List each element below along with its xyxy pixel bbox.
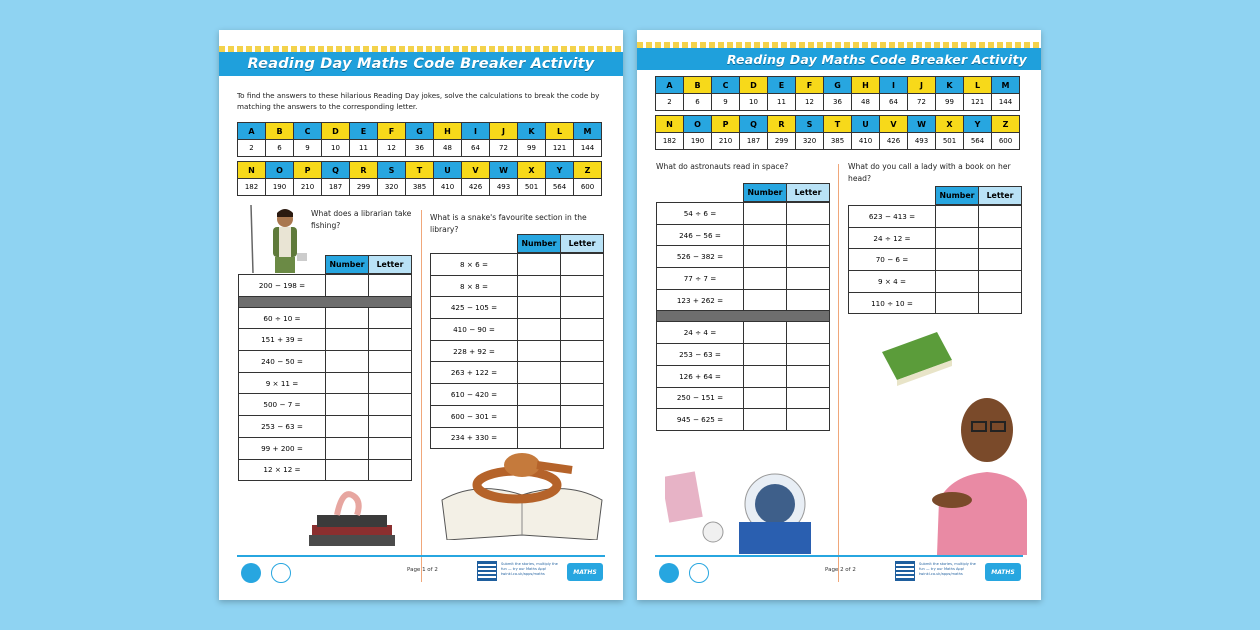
code-letter-cell: X: [518, 162, 546, 179]
code-letter-cell: T: [406, 162, 434, 179]
letter-answer-cell[interactable]: [369, 307, 412, 329]
letter-answer-cell[interactable]: [787, 203, 830, 225]
bookworm-illustration: [307, 485, 407, 555]
code-number-cell: 9: [712, 94, 740, 111]
code-letter-cell: N: [238, 162, 266, 179]
answer-row: [849, 292, 1022, 314]
code-letter-cell: U: [434, 162, 462, 179]
calculation-cell: 253 − 63 =: [657, 344, 744, 366]
code-number-cell: 99: [518, 140, 546, 157]
calculation-cell: 123 + 262 =: [657, 289, 744, 311]
letter-answer-cell[interactable]: [561, 384, 604, 406]
code-letter-cell: R: [768, 116, 796, 133]
letter-answer-cell[interactable]: [369, 351, 412, 373]
answer-row: [239, 416, 412, 438]
calculation-cell: 54 ÷ 6 =: [657, 203, 744, 225]
code-number-cell: 64: [880, 94, 908, 111]
code-table-row1: [237, 122, 602, 157]
letter-header: Letter: [369, 256, 412, 274]
answer-row: [657, 311, 830, 322]
calculation-cell: 500 − 7 =: [239, 394, 326, 416]
number-answer-cell[interactable]: [518, 384, 561, 406]
code-number-cell: 493: [490, 179, 518, 196]
code-letter-cell: Y: [964, 116, 992, 133]
code-letter-cell: Y: [546, 162, 574, 179]
code-number-cell: 10: [740, 94, 768, 111]
number-header: Number: [936, 187, 979, 205]
code-letter-cell: H: [434, 123, 462, 140]
letter-header: Letter: [787, 184, 830, 202]
code-letter-cell: M: [574, 123, 602, 140]
number-answer-cell[interactable]: [518, 340, 561, 362]
maths-app-logo: MATHS: [985, 563, 1021, 581]
number-answer-cell[interactable]: [326, 394, 369, 416]
calculation-cell: 70 − 6 =: [849, 249, 936, 271]
number-answer-cell[interactable]: [744, 224, 787, 246]
letter-answer-cell[interactable]: [787, 268, 830, 290]
qr-code-icon: [895, 561, 915, 581]
number-answer-cell[interactable]: [936, 206, 979, 228]
code-letter-cell: L: [964, 77, 992, 94]
quality-badge-icon: [271, 563, 291, 583]
letter-answer-cell[interactable]: [561, 275, 604, 297]
code-number-cell: 299: [350, 179, 378, 196]
joke2-answer-table: [430, 253, 604, 449]
number-answer-cell[interactable]: [326, 459, 369, 481]
code-number-cell: 6: [266, 140, 294, 157]
letter-answer-cell[interactable]: [787, 246, 830, 268]
code-number-cell: 64: [462, 140, 490, 157]
code-number-cell: 410: [434, 179, 462, 196]
calculation-cell: 240 − 50 =: [239, 351, 326, 373]
code-number-cell: 320: [378, 179, 406, 196]
code-letter-cell: K: [936, 77, 964, 94]
letter-answer-cell[interactable]: [561, 362, 604, 384]
astronaut-illustration: [665, 462, 825, 554]
code-number-cell: 190: [684, 133, 712, 150]
number-answer-cell[interactable]: [744, 246, 787, 268]
code-number-cell: 144: [992, 94, 1020, 111]
column-divider: [838, 164, 839, 582]
letter-answer-cell[interactable]: [979, 249, 1022, 271]
snake-on-book-illustration: [437, 440, 607, 540]
code-table-row2: [655, 115, 1020, 150]
number-answer-cell[interactable]: [936, 249, 979, 271]
code-number-cell: 99: [936, 94, 964, 111]
letter-answer-cell[interactable]: [979, 271, 1022, 293]
answer-row: [657, 322, 830, 344]
number-answer-cell[interactable]: [744, 409, 787, 431]
answer-row: [239, 307, 412, 329]
answer-row: [657, 409, 830, 431]
code-letter-cell: Q: [740, 116, 768, 133]
librarian-fisherman-illustration: [245, 205, 317, 275]
calculation-cell: 8 × 6 =: [431, 254, 518, 276]
calculation-cell: 253 − 63 =: [239, 416, 326, 438]
calculation-cell: 945 − 625 =: [657, 409, 744, 431]
code-number-cell: 501: [518, 179, 546, 196]
code-number-cell: 299: [768, 133, 796, 150]
answer-row: [657, 387, 830, 409]
number-answer-cell[interactable]: [744, 289, 787, 311]
code-letter-cell: S: [796, 116, 824, 133]
code-letter-cell: R: [350, 162, 378, 179]
answer-row: [431, 362, 604, 384]
letter-answer-cell[interactable]: [561, 405, 604, 427]
answer-row: [239, 351, 412, 373]
number-header: Number: [518, 235, 561, 253]
number-answer-cell[interactable]: [744, 365, 787, 387]
code-letter-cell: Q: [322, 162, 350, 179]
worksheet-page-1: [219, 30, 623, 600]
number-header: Number: [326, 256, 369, 274]
code-number-cell: 187: [322, 179, 350, 196]
code-letter-cell: A: [656, 77, 684, 94]
twinkl-logo: [241, 563, 261, 583]
letter-answer-cell[interactable]: [561, 319, 604, 341]
code-letter-cell: C: [294, 123, 322, 140]
qr-code-icon: [477, 561, 497, 581]
letter-answer-cell[interactable]: [561, 297, 604, 319]
answer-row: [239, 275, 412, 297]
number-answer-cell[interactable]: [518, 254, 561, 276]
calculation-cell: 425 − 105 =: [431, 297, 518, 319]
joke4-header: [935, 186, 1022, 205]
calculation-cell: 234 + 330 =: [431, 427, 518, 449]
answer-row: [431, 405, 604, 427]
answer-row: [239, 372, 412, 394]
calculation-cell: 263 + 122 =: [431, 362, 518, 384]
code-number-cell: 187: [740, 133, 768, 150]
footer-promo: Submit the stories, multiply the fun — try our Maths App! twinkl.co.uk/apps/maths: [501, 562, 558, 576]
calculation-cell: 9 × 11 =: [239, 372, 326, 394]
code-table-row1: [655, 76, 1020, 111]
code-letter-cell: E: [768, 77, 796, 94]
letter-answer-cell[interactable]: [787, 289, 830, 311]
code-letter-cell: V: [880, 116, 908, 133]
number-answer-cell[interactable]: [744, 387, 787, 409]
code-number-cell: 501: [936, 133, 964, 150]
calculation-cell: 200 − 198 =: [239, 275, 326, 297]
letter-answer-cell[interactable]: [979, 206, 1022, 228]
calculation-cell: 60 ÷ 10 =: [239, 307, 326, 329]
answer-row: [239, 329, 412, 351]
number-header: Number: [744, 184, 787, 202]
page-footer: [655, 555, 1023, 590]
footer-promo: Submit the stories, multiply the fun — try our Maths App! twinkl.co.uk/apps/maths: [919, 562, 976, 576]
calculation-cell: 9 × 4 =: [849, 271, 936, 293]
calculation-cell: 77 ÷ 7 =: [657, 268, 744, 290]
code-letter-cell: B: [684, 77, 712, 94]
code-letter-cell: U: [852, 116, 880, 133]
code-letter-cell: C: [712, 77, 740, 94]
letter-answer-cell[interactable]: [369, 437, 412, 459]
code-number-cell: 426: [880, 133, 908, 150]
code-number-cell: 6: [684, 94, 712, 111]
number-answer-cell[interactable]: [518, 297, 561, 319]
calculation-cell: 24 ÷ 12 =: [849, 227, 936, 249]
number-answer-cell[interactable]: [936, 227, 979, 249]
page-title-small: Reading Day Maths Code Breaker Activity: [637, 48, 1041, 70]
code-letter-cell: I: [462, 123, 490, 140]
code-number-cell: 385: [824, 133, 852, 150]
answer-row: [849, 206, 1022, 228]
code-number-cell: 11: [768, 94, 796, 111]
number-answer-cell[interactable]: [744, 344, 787, 366]
code-number-cell: 9: [294, 140, 322, 157]
calculation-cell: 99 + 200 =: [239, 437, 326, 459]
letter-answer-cell[interactable]: [561, 340, 604, 362]
letter-answer-cell[interactable]: [787, 365, 830, 387]
code-letter-cell: D: [322, 123, 350, 140]
answer-row: [431, 254, 604, 276]
code-letter-cell: J: [490, 123, 518, 140]
code-number-cell: 2: [238, 140, 266, 157]
code-number-cell: 48: [852, 94, 880, 111]
code-letter-cell: W: [490, 162, 518, 179]
intro-text: To find the answers to these hilarious Reading Day jokes, solve the calculations to break the code by matching the answers to the corresponding letter.: [237, 91, 600, 111]
code-number-cell: 182: [238, 179, 266, 196]
joke2-header: [517, 234, 604, 253]
answer-row: [657, 203, 830, 225]
code-letter-cell: S: [378, 162, 406, 179]
answer-row: [431, 297, 604, 319]
code-number-cell: 12: [796, 94, 824, 111]
number-answer-cell[interactable]: [936, 292, 979, 314]
code-letter-cell: J: [908, 77, 936, 94]
answer-row: [239, 437, 412, 459]
code-number-cell: 121: [964, 94, 992, 111]
joke1-header: [325, 255, 412, 274]
letter-answer-cell[interactable]: [979, 227, 1022, 249]
number-answer-cell[interactable]: [326, 329, 369, 351]
joke4-answer-table: [848, 205, 1022, 314]
answer-row: [431, 275, 604, 297]
answer-row: [657, 224, 830, 246]
letter-answer-cell[interactable]: [369, 459, 412, 481]
letter-answer-cell[interactable]: [369, 372, 412, 394]
calculation-cell: 246 − 56 =: [657, 224, 744, 246]
letter-answer-cell[interactable]: [787, 387, 830, 409]
number-answer-cell[interactable]: [744, 268, 787, 290]
code-number-cell: 493: [908, 133, 936, 150]
answer-row: [431, 384, 604, 406]
code-letter-cell: F: [796, 77, 824, 94]
code-letter-cell: Z: [574, 162, 602, 179]
calculation-cell: 126 + 64 =: [657, 365, 744, 387]
letter-answer-cell[interactable]: [369, 329, 412, 351]
answer-row: [657, 344, 830, 366]
answer-row: [239, 296, 412, 307]
code-letter-cell: W: [908, 116, 936, 133]
code-letter-cell: M: [992, 77, 1020, 94]
number-answer-cell[interactable]: [326, 437, 369, 459]
number-answer-cell[interactable]: [326, 307, 369, 329]
number-answer-cell[interactable]: [518, 275, 561, 297]
joke4-question: What do you call a lady with a book on her head?: [848, 162, 1011, 183]
code-number-cell: 385: [406, 179, 434, 196]
code-letter-cell: D: [740, 77, 768, 94]
title-banner-small: [637, 42, 1041, 70]
calculation-cell: 12 × 12 =: [239, 459, 326, 481]
answer-row: [431, 319, 604, 341]
answer-row: [239, 459, 412, 481]
calculation-cell: 526 − 382 =: [657, 246, 744, 268]
letter-answer-cell[interactable]: [979, 292, 1022, 314]
number-answer-cell[interactable]: [326, 416, 369, 438]
number-answer-cell[interactable]: [744, 203, 787, 225]
code-number-cell: 10: [322, 140, 350, 157]
calculation-cell: 610 − 420 =: [431, 384, 518, 406]
answer-row: [239, 394, 412, 416]
answer-row: [849, 227, 1022, 249]
letter-answer-cell[interactable]: [787, 344, 830, 366]
number-answer-cell[interactable]: [518, 362, 561, 384]
code-number-cell: 210: [294, 179, 322, 196]
code-number-cell: 144: [574, 140, 602, 157]
code-letter-cell: P: [294, 162, 322, 179]
calculation-cell: 623 − 413 =: [849, 206, 936, 228]
calculation-cell: 151 + 39 =: [239, 329, 326, 351]
letter-answer-cell[interactable]: [787, 322, 830, 344]
code-letter-cell: G: [824, 77, 852, 94]
calculation-cell: 228 + 92 =: [431, 340, 518, 362]
letter-answer-cell[interactable]: [787, 224, 830, 246]
code-number-cell: 600: [992, 133, 1020, 150]
twinkl-logo: [659, 563, 679, 583]
answer-row: [657, 246, 830, 268]
code-letter-cell: O: [266, 162, 294, 179]
code-number-cell: 36: [824, 94, 852, 111]
quality-badge-icon: [689, 563, 709, 583]
code-letter-cell: N: [656, 116, 684, 133]
worksheet-page-2: [637, 30, 1041, 600]
answer-row: [657, 365, 830, 387]
word-gap-row: [657, 311, 830, 322]
calculation-cell: 600 − 301 =: [431, 405, 518, 427]
calculation-cell: 24 ÷ 4 =: [657, 322, 744, 344]
code-letter-cell: I: [880, 77, 908, 94]
letter-header: Letter: [561, 235, 604, 253]
code-letter-cell: O: [684, 116, 712, 133]
code-number-cell: 210: [712, 133, 740, 150]
number-answer-cell[interactable]: [326, 351, 369, 373]
joke3-question: What do astronauts read in space?: [656, 162, 789, 171]
column-divider: [421, 210, 422, 582]
code-number-cell: 564: [964, 133, 992, 150]
calculation-cell: 110 ÷ 10 =: [849, 292, 936, 314]
page-title: Reading Day Maths Code Breaker Activity: [219, 52, 623, 76]
code-number-cell: 564: [546, 179, 574, 196]
code-letter-cell: E: [350, 123, 378, 140]
code-number-cell: 11: [350, 140, 378, 157]
code-number-cell: 190: [266, 179, 294, 196]
code-number-cell: 121: [546, 140, 574, 157]
letter-answer-cell[interactable]: [369, 394, 412, 416]
calculation-cell: 8 × 8 =: [431, 275, 518, 297]
code-number-cell: 72: [490, 140, 518, 157]
code-number-cell: 12: [378, 140, 406, 157]
joke3-header: [743, 183, 830, 202]
answer-row: [849, 271, 1022, 293]
answer-row: [431, 340, 604, 362]
code-letter-cell: T: [824, 116, 852, 133]
code-letter-cell: B: [266, 123, 294, 140]
code-number-cell: 36: [406, 140, 434, 157]
code-letter-cell: H: [852, 77, 880, 94]
code-number-cell: 320: [796, 133, 824, 150]
code-number-cell: 600: [574, 179, 602, 196]
code-letter-cell: K: [518, 123, 546, 140]
code-number-cell: 182: [656, 133, 684, 150]
code-letter-cell: A: [238, 123, 266, 140]
number-answer-cell[interactable]: [518, 405, 561, 427]
letter-answer-cell[interactable]: [369, 275, 412, 297]
joke1-question: What does a librarian take fishing?: [311, 209, 412, 230]
code-number-cell: 72: [908, 94, 936, 111]
code-letter-cell: L: [546, 123, 574, 140]
letter-answer-cell[interactable]: [369, 416, 412, 438]
title-banner: [219, 46, 623, 76]
number-answer-cell[interactable]: [326, 275, 369, 297]
page-footer: [237, 555, 605, 590]
code-number-cell: 2: [656, 94, 684, 111]
page-number: Page 2 of 2: [825, 567, 856, 573]
code-letter-cell: V: [462, 162, 490, 179]
word-gap-row: [239, 296, 412, 307]
code-table-row2: [237, 161, 602, 196]
answer-row: [849, 249, 1022, 271]
letter-header: Letter: [979, 187, 1022, 205]
joke3-answer-table: [656, 202, 830, 431]
joke1-answer-table: [238, 274, 412, 481]
code-letter-cell: G: [406, 123, 434, 140]
letter-answer-cell[interactable]: [787, 409, 830, 431]
code-number-cell: 410: [852, 133, 880, 150]
code-letter-cell: X: [936, 116, 964, 133]
answer-row: [657, 268, 830, 290]
code-letter-cell: P: [712, 116, 740, 133]
joke2-question: What is a snake's favourite section in the library?: [430, 213, 587, 234]
number-answer-cell[interactable]: [936, 271, 979, 293]
calculation-cell: 410 − 90 =: [431, 319, 518, 341]
letter-answer-cell[interactable]: [561, 254, 604, 276]
calculation-cell: 250 − 151 =: [657, 387, 744, 409]
answer-row: [657, 289, 830, 311]
code-number-cell: 426: [462, 179, 490, 196]
code-letter-cell: F: [378, 123, 406, 140]
maths-app-logo: MATHS: [567, 563, 603, 581]
code-letter-cell: Z: [992, 116, 1020, 133]
lady-with-book-illustration: [877, 330, 1027, 555]
page-number: Page 1 of 2: [407, 567, 438, 573]
number-answer-cell[interactable]: [326, 372, 369, 394]
code-number-cell: 48: [434, 140, 462, 157]
number-answer-cell[interactable]: [518, 319, 561, 341]
number-answer-cell[interactable]: [744, 322, 787, 344]
